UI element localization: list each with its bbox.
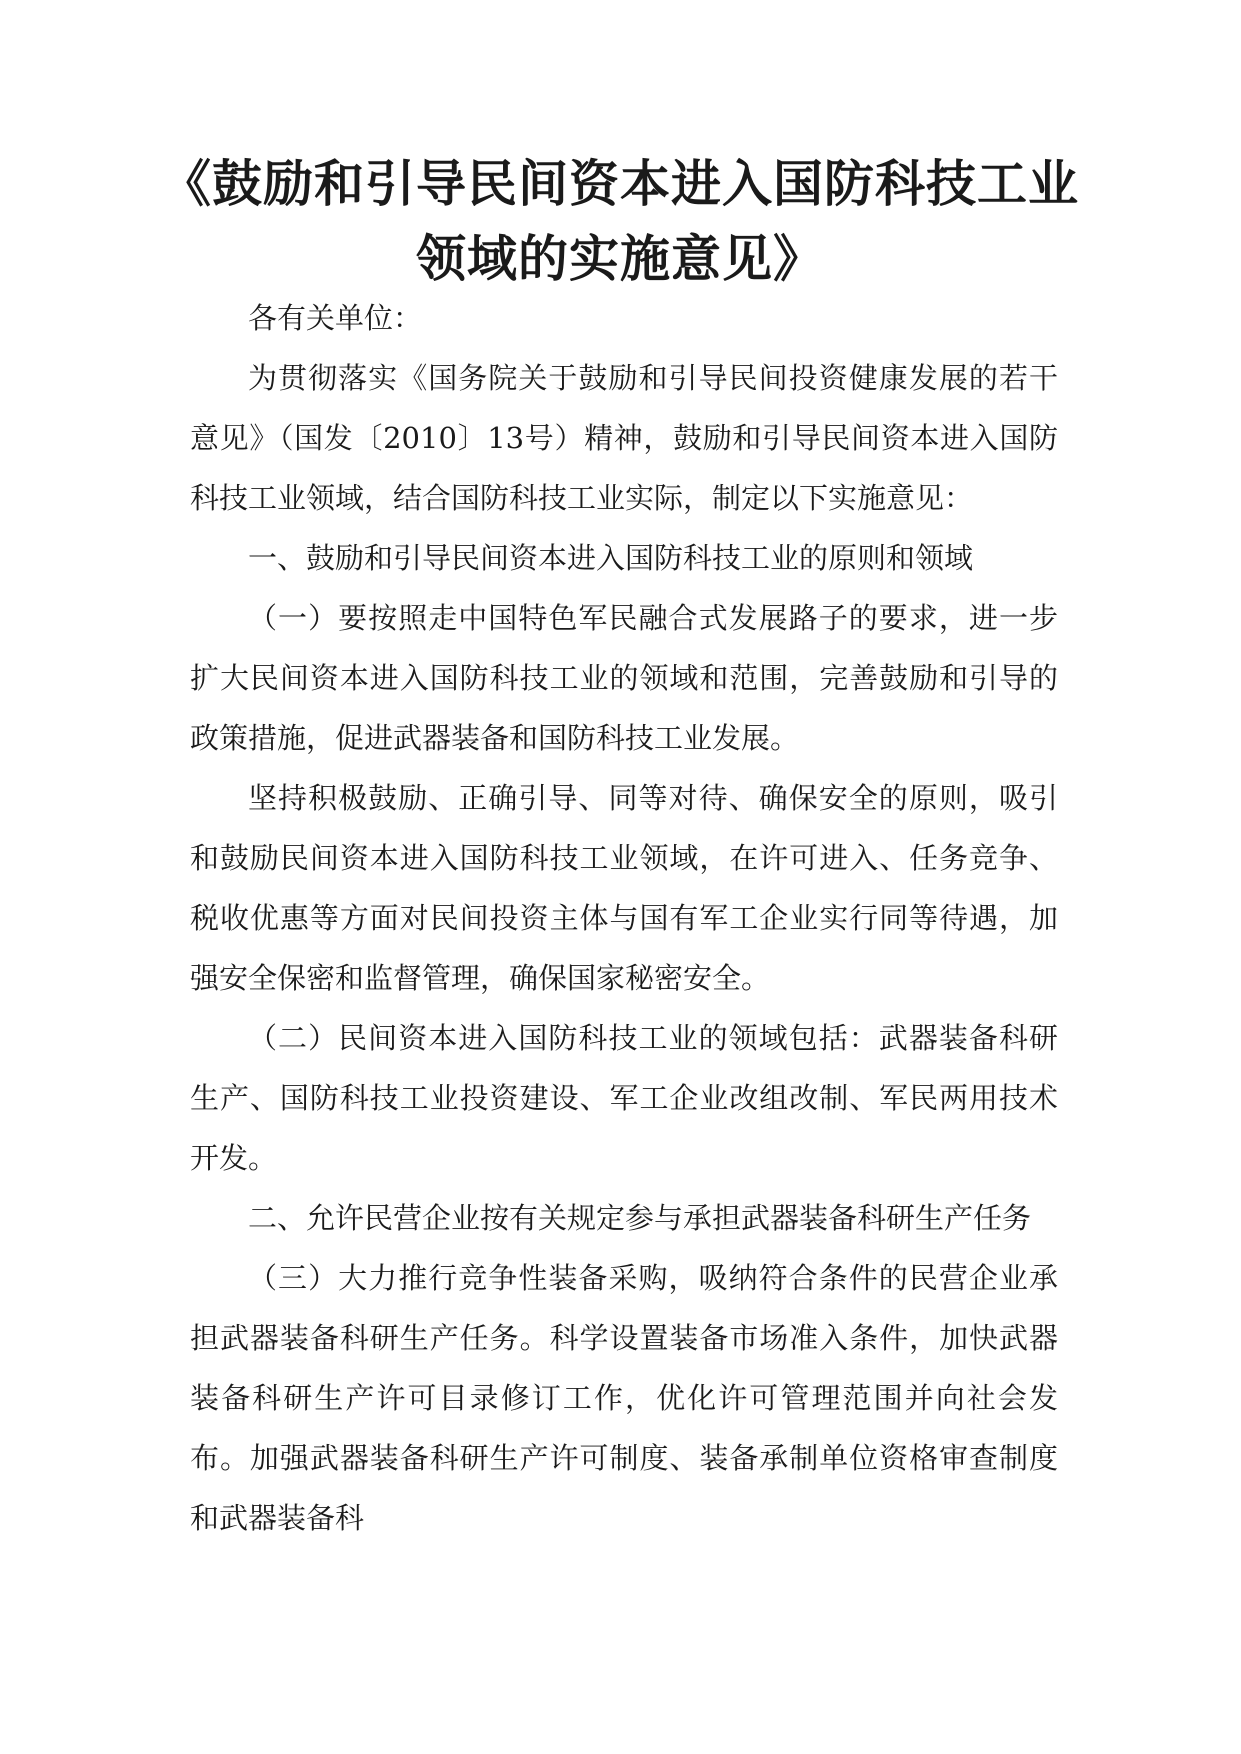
document-title-line-2: 领域的实施意见》: [416, 230, 824, 288]
clause-2: （二）民间资本进入国防科技工业的领域包括：武器装备科研生产、国防科技工业投资建设、军工企业改组改制、军民两用技术开发。: [190, 1021, 1058, 1175]
salutation: 各有关单位：: [248, 301, 423, 335]
clause-1: （一）要按照走中国特色军民融合式发展路子的要求，进一步扩大民间资本进入国防科技工业的领域和范围，完善鼓励和引导的政策措施，促进武器装备和国防科技工业发展。: [190, 601, 1058, 755]
section-heading-1: 一、鼓励和引导民间资本进入国防科技工业的原则和领域: [248, 541, 974, 575]
clause-3: （三）大力推行竞争性装备采购，吸纳符合条件的民营企业承担武器装备科研生产任务。科学设置装备市场准入条件，加快武器装备科研生产许可目录修订工作，优化许可管理范围并向社会发布。加强武器装备科研生产许可制度、装备承制单位资格审查制度和武器装备科: [190, 1261, 1058, 1535]
principle-paragraph: 坚持积极鼓励、正确引导、同等对待、确保安全的原则，吸引和鼓励民间资本进入国防科技工业领域，在许可进入、任务竞争、税收优惠等方面对民间投资主体与国有军工企业实行同等待遇，加强安全保密和监督管理，确保国家秘密安全。: [190, 781, 1058, 995]
intro-paragraph: 为贯彻落实《国务院关于鼓励和引导民间投资健康发展的若干意见》（国发〔2010〕13号）精神，鼓励和引导民间资本进入国防科技工业领域，结合国防科技工业实际，制定以下实施意见：: [190, 361, 1058, 515]
document-body: [190, 288, 1058, 1548]
section-heading-2: 二、允许民营企业按有关规定参与承担武器装备科研生产任务: [248, 1201, 1032, 1235]
document-title-line-1: 《鼓励和引导民间资本进入国防科技工业: [161, 155, 1079, 213]
